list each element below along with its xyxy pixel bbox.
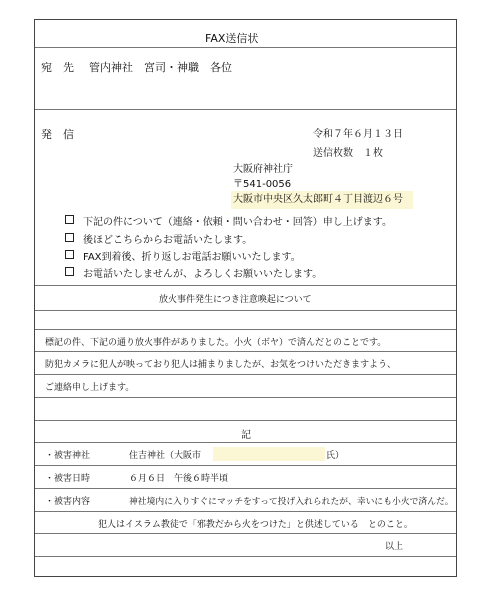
- divider: [35, 397, 456, 398]
- body-line: 標記の件、下記の通り放火事件がありました。小火（ボヤ）で済んだとのことです。: [45, 338, 387, 348]
- divider: [35, 511, 456, 512]
- sender-address: 大阪市中央区久太郎町４丁目渡辺６号: [233, 194, 403, 205]
- divider: [35, 533, 456, 534]
- body-line: ご連絡申し上げます。: [45, 383, 135, 393]
- sender-org: 大阪府神社庁: [233, 164, 293, 175]
- redaction-highlight: [213, 447, 325, 461]
- record-heading: 記: [241, 430, 251, 441]
- recipient-value: 管内神社 宮司・神職 各位: [89, 61, 232, 74]
- checkbox[interactable]: [65, 250, 74, 259]
- divider: [35, 47, 456, 48]
- shrine-label: ・被害神社: [45, 451, 91, 461]
- subject-line: 放火事件発生につき注意喚起について: [159, 295, 312, 305]
- page-title: FAX送信状: [205, 32, 259, 45]
- divider: [35, 556, 456, 557]
- divider: [35, 442, 456, 443]
- datetime-label: ・被害日時: [45, 474, 91, 484]
- checkbox[interactable]: [65, 233, 74, 242]
- divider: [35, 285, 456, 286]
- divider: [35, 465, 456, 466]
- page-count: 送信枚数 １枚: [313, 148, 383, 159]
- sender-postal: 〒541-0056: [233, 179, 292, 190]
- checkbox-label: お電話いたしませんが、よろしくお願いいたします。: [83, 269, 323, 280]
- checkbox[interactable]: [65, 267, 74, 276]
- checkbox-label: FAX到着後、折り返しお電話お願いいたします。: [83, 252, 301, 263]
- sender-label: 発 信: [41, 128, 74, 141]
- send-date: 令和７年６月１３日: [313, 129, 403, 140]
- fax-cover-sheet: [34, 19, 457, 577]
- content-extra: 犯人はイスラム教徒で「邪教だから火をつけた」と供述している とのこと。: [98, 520, 413, 530]
- body-line: 防犯カメラに犯人が映っており犯人は捕まりましたが、お気をつけいただきますよう、: [45, 360, 397, 370]
- checkbox-label: 下記の件について（連絡・依頼・問い合わせ・回答）申し上げます。: [83, 217, 392, 228]
- recipient-label: 宛 先: [41, 61, 74, 74]
- shrine-suffix: 氏）: [326, 451, 345, 461]
- divider: [35, 374, 456, 375]
- divider: [35, 351, 456, 352]
- divider: [35, 329, 456, 330]
- checkbox-label: 後ほどこちらからお電話いたします。: [83, 235, 253, 246]
- closing-text: 以上: [385, 542, 404, 552]
- shrine-value: 住吉神社（大阪市: [129, 451, 202, 461]
- divider: [35, 109, 456, 110]
- divider: [35, 420, 456, 421]
- datetime-value: ６月６日 午後６時半頃: [129, 474, 229, 484]
- divider: [35, 488, 456, 489]
- content-value: 神社境内に入りすぐにマッチをすって投げ入れられたが、幸いにも小火で済んだ。: [129, 497, 454, 507]
- content-label: ・被害内容: [45, 497, 91, 507]
- divider: [35, 310, 456, 311]
- checkbox[interactable]: [65, 215, 74, 224]
